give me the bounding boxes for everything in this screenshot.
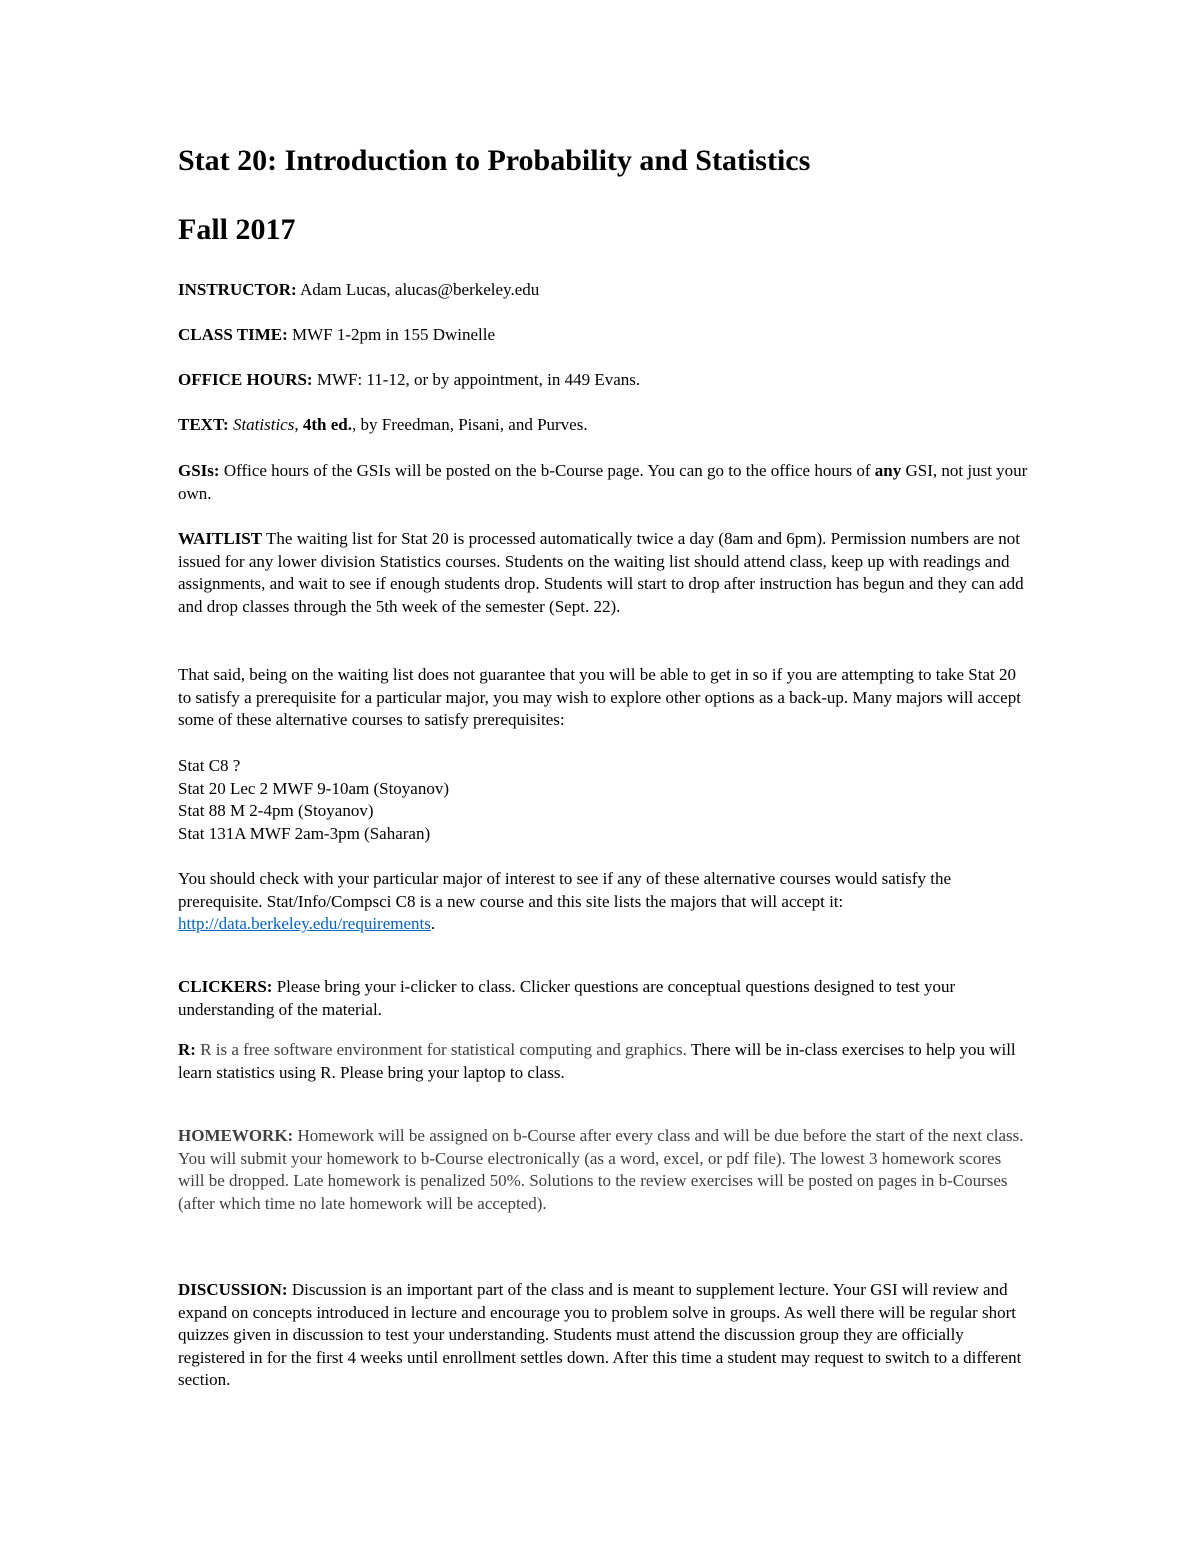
office-hours-info: [178, 369, 1028, 392]
instructor-info: [178, 279, 1028, 302]
course-title: Stat 20: Introduction to Probability and Statistics: [178, 144, 811, 177]
waitlist-info: [178, 528, 1028, 618]
textbook-separator: ,: [294, 415, 303, 434]
list-item: Stat C8 ?: [178, 756, 241, 775]
clickers-label: CLICKERS:: [178, 977, 273, 996]
alternatives-note-end: .: [430, 914, 436, 934]
alternatives-list: [178, 755, 1028, 845]
homework-label: HOMEWORK:: [178, 1126, 294, 1145]
clickers-info: [178, 976, 1028, 1021]
discussion-label: DISCUSSION:: [178, 1280, 288, 1299]
discussion-text: Discussion is an important part of the class and is meant to supplement lecture. Your GSI will review and expand on concepts introduced in lecture and encourage you to problem solve in groups. As well there will be regular short quizzes given in discussion to test your understanding. Students must attend the discussion group they are officially registered in for the first 4 weeks until enrollment settles down. After this time a student may request to switch to a different section.: [178, 1280, 1022, 1390]
gsis-text-after: GSI, not just your own.: [178, 461, 1028, 503]
clickers-text: Please bring your i-clicker to class. Clicker questions are conceptual questions designed to test your understanding of the material.: [178, 977, 956, 1019]
textbook-label: TEXT:: [178, 415, 229, 434]
instructor-text: Adam Lucas, alucas@berkeley.edu: [296, 280, 540, 299]
waitlist-note: That said, being on the waiting list does not guarantee that you will be able to get in so if you are attempting to take Stat 20 to satisfy a prerequisite for a particular major, you may wish to explore other options as a back-up. Many majors will accept some of these alternative courses to satisfy prerequisites:: [178, 665, 1021, 730]
textbook-edition: 4th ed.: [302, 415, 352, 434]
class-time-info: [178, 324, 1028, 347]
list-item: Stat 20 Lec 2 MWF 9-10am (Stoyanov): [178, 778, 450, 798]
alternatives-note: [178, 868, 1028, 936]
textbook-title: Statistics: [232, 415, 295, 434]
class-time-text: MWF 1-2pm in 155 Dwinelle: [287, 325, 496, 344]
office-hours-text: MWF: 11-12, or by appointment, in 449 Evans.: [312, 370, 641, 389]
gsis-emphasis: any: [874, 461, 902, 480]
textbook-info: [178, 414, 1028, 437]
course-term: Fall 2017: [178, 213, 296, 246]
gsis-text: Office hours of the GSIs will be posted on the b-Course page. You can go to the office hours of: [219, 461, 875, 480]
r-text: There will be in-class exercises to help you will learn statistics using R. Please bring your laptop to class.: [178, 1040, 1016, 1082]
instructor-label: INSTRUCTOR:: [178, 280, 297, 299]
waitlist-label: WAITLIST: [178, 529, 263, 548]
discussion-info: [178, 1279, 1028, 1392]
r-description: R is a free software environment for statistical computing and graphics.: [195, 1040, 687, 1059]
requirements-link[interactable]: http://data.berkeley.edu/requirements: [178, 914, 431, 934]
list-item: Stat 131A MWF 2am-3pm (Saharan): [178, 823, 431, 843]
textbook-authors: , by Freedman, Pisani, and Purves.: [351, 415, 588, 434]
class-time-label: CLASS TIME:: [178, 325, 288, 344]
r-label: R:: [178, 1040, 196, 1059]
list-item: Stat 88 M 2-4pm (Stoyanov): [178, 801, 374, 821]
waitlist-text: The waiting list for Stat 20 is processed automatically twice a day (8am and 6pm). Permission numbers are not issued for any lower division Statistics courses. Students on the waiting list should attend class, keep up with readings and assignments, and wait to see if enough students drop. Students will start to drop after instruction has begun and they can add and drop classes through the 5th week of the semester (Sept. 22).: [178, 529, 1024, 616]
office-hours-label: OFFICE HOURS:: [178, 370, 313, 389]
gsis-label: GSIs:: [178, 461, 220, 480]
homework-text: Homework will be assigned on b-Course after every class and will be due before the start of the next class. You will submit your homework to b-Course electronically (as a word, excel, or pdf file). The lowest 3 homework scores will be dropped. Late homework is penalized 50%. Solutions to the review exercises will be posted on pages in b-Courses (after which time no late homework will be accepted).: [178, 1126, 1024, 1213]
r-software-info: [178, 1039, 1028, 1084]
gsis-info: [178, 460, 1028, 505]
homework-info: [178, 1125, 1028, 1215]
alternatives-note-text: You should check with your particular major of interest to see if any of these alternative courses would satisfy the prerequisite. Stat/Info/Compsci C8 is a new course and this site lists the majors that will accept it:: [178, 869, 951, 911]
